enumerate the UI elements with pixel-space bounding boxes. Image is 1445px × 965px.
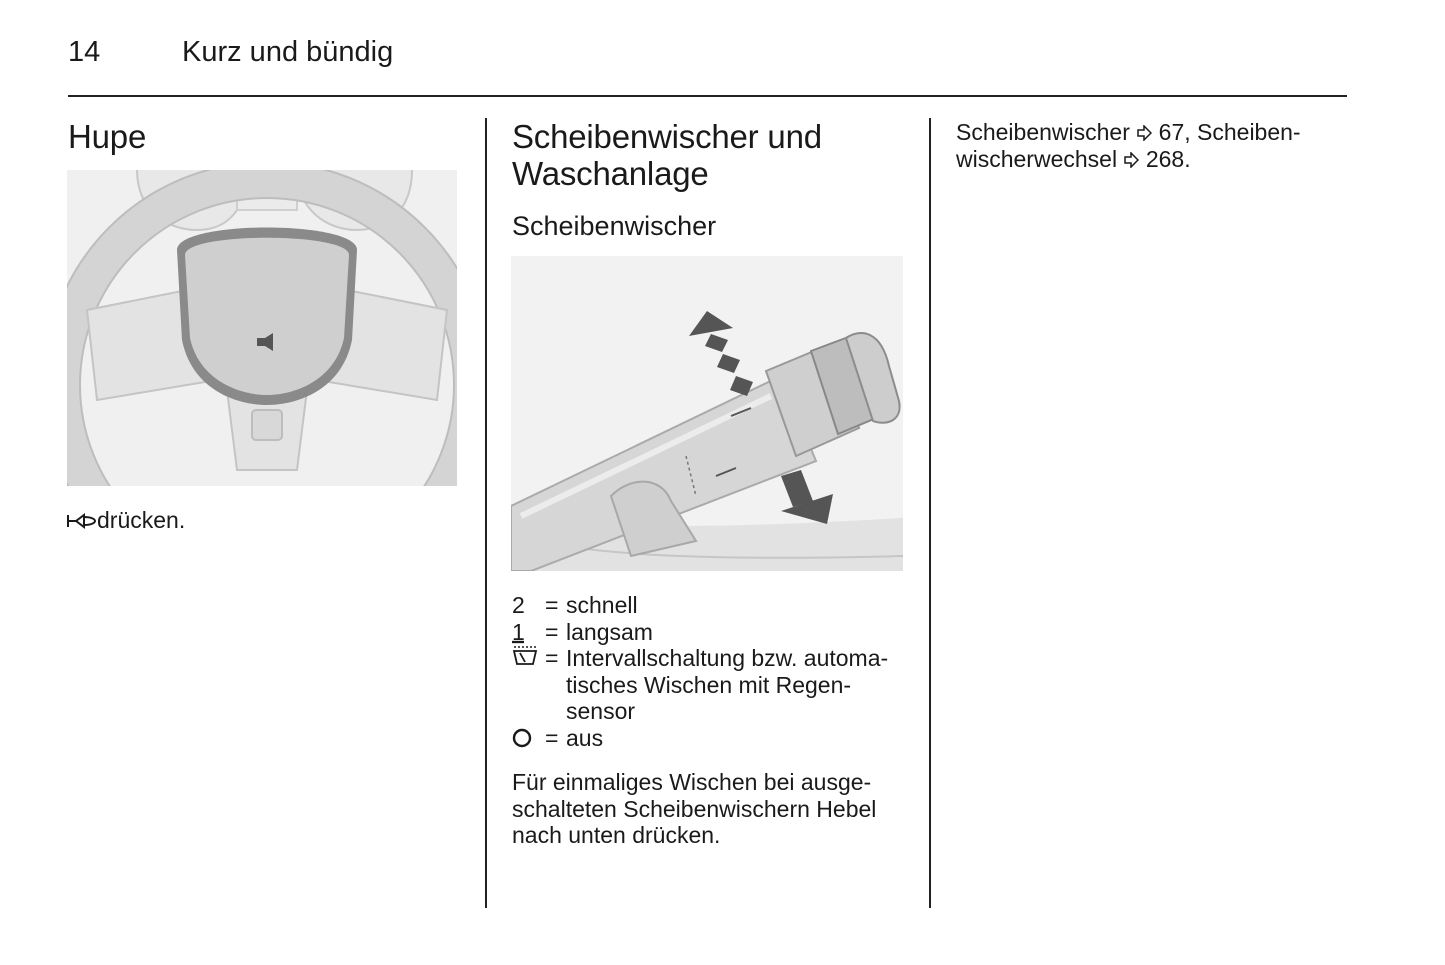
header-divider	[68, 95, 1347, 97]
legend-row-off	[512, 725, 906, 752]
legend-text-off: aus	[566, 724, 604, 751]
wiper-legend	[512, 592, 906, 751]
legend-eq: =	[545, 645, 559, 671]
steering-wheel-figure	[67, 170, 457, 486]
legend-text-slow: langsam	[566, 618, 653, 645]
wiper-lever-figure	[511, 256, 903, 571]
column-divider-right	[929, 118, 931, 908]
legend-row-slow	[512, 619, 906, 646]
reference-page-67[interactable]: 67, Scheiben-	[1158, 119, 1301, 145]
horn-instruction	[67, 507, 185, 534]
horn-instruction-text: drücken.	[97, 507, 186, 533]
note-line-2: schalteten Scheibenwischern Hebel	[512, 795, 877, 822]
legend-symbol-1: 1	[512, 618, 525, 645]
page-number: 14	[68, 36, 101, 68]
column-divider-left	[485, 118, 487, 908]
legend-text-interval-line1: Intervallschaltung bzw. automa-	[566, 645, 889, 671]
page-reference-arrow-icon	[1136, 125, 1152, 141]
section-heading-wiper-line1: Scheibenwischer und	[512, 118, 822, 155]
section-heading-hupe: Hupe	[68, 118, 147, 155]
horn-icon	[67, 512, 97, 530]
legend-eq: =	[545, 592, 559, 618]
chapter-title: Kurz und bündig	[182, 36, 394, 68]
note-line-1: Für einmaliges Wischen bei ausge-	[512, 769, 872, 795]
reference-text	[956, 119, 1348, 172]
note-line-3: nach unten drücken.	[512, 822, 721, 848]
steering-wheel-illustration	[67, 170, 457, 486]
page-header	[68, 36, 1347, 76]
legend-text-interval	[566, 645, 906, 725]
legend-text-interval-line3: sensor	[566, 698, 636, 724]
legend-text-fast: schnell	[566, 592, 638, 618]
reference-link-wischerwechsel[interactable]: wischerwechsel	[956, 145, 1118, 172]
wiper-single-wipe-note	[512, 769, 906, 849]
reference-page-268[interactable]: 268.	[1145, 145, 1191, 172]
legend-text-interval-line2: tisches Wischen mit Regen-	[566, 671, 852, 698]
reference-link-scheibenwischer[interactable]: Scheibenwischer	[956, 119, 1130, 145]
section-heading-wiper-line2: Waschanlage	[512, 155, 709, 192]
page-reference-arrow-icon	[1123, 152, 1139, 168]
off-circle-icon	[512, 725, 540, 752]
section-heading-wiper	[512, 118, 904, 192]
legend-row-interval	[512, 645, 906, 725]
legend-eq: =	[545, 724, 559, 751]
wiper-lever-illustration	[511, 256, 903, 571]
legend-eq: =	[545, 618, 559, 645]
interval-wiper-icon	[512, 645, 540, 673]
legend-row-fast	[512, 592, 906, 619]
subheading-scheibenwischer: Scheibenwischer	[512, 211, 717, 241]
legend-symbol-2: 2	[512, 592, 525, 618]
